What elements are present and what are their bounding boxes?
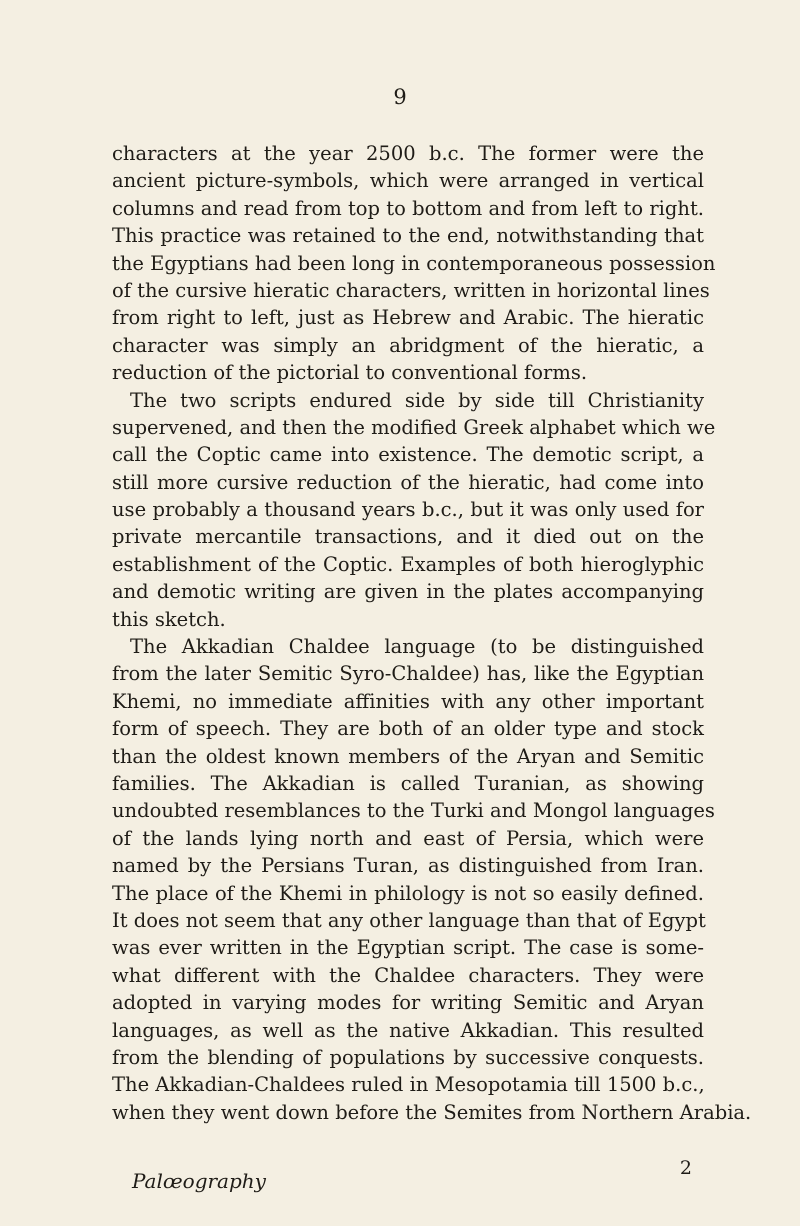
text-line: from the blending of populations by successive conquests. [112,1045,704,1069]
text-line: what different with the Chaldee characters. They were [112,963,704,987]
text-line: It does not seem that any other language than that of Egypt [112,908,706,932]
paragraph-start-line: The two scripts endured side by side till Christianity [130,388,704,412]
text-line: named by the Persians Turan, as distinguished from Iran. [112,854,704,878]
text-line: of the cursive hieratic characters, written in horizontal lines [112,278,710,302]
text-line: supervened, and then the modified Greek alphabet which we [112,415,716,439]
text-line: The Akkadian-Chaldees ruled in Mesopotamia till 1500 b.c., [112,1073,705,1097]
sheet-number: 2 [679,1157,692,1179]
signature-mark: Palœography [132,1169,266,1193]
text-line: private mercantile transactions, and it died out on the [112,525,704,549]
text-line: and demotic writing are given in the plates accompanying [112,580,704,604]
text-line: call the Coptic came into existence. The demotic script, a [112,443,704,467]
text-line: establishment of the Coptic. Examples of both hieroglyphic [112,552,704,576]
text-line: from the later Semitic Syro-Chaldee) has, like the Egyptian [112,662,704,686]
text-line: adopted in varying modes for writing Semitic and Aryan [112,991,704,1015]
text-line: This practice was retained to the end, notwithstanding that [112,224,704,248]
body-text [112,140,752,1126]
text-line: was ever written in the Egyptian script. The case is some- [112,936,704,960]
text-line: undoubted resemblances to the Turki and Mongol languages [112,799,715,823]
text-line: the Egyptians had been long in contemporaneous possession [112,251,716,275]
text-line: reduction of the pictorial to conventional forms. [112,361,588,385]
paragraph-start-line: The Akkadian Chaldee language (to be distinguished [130,635,704,659]
text-line: when they went down before the Semites from Northern Arabia. [112,1100,752,1124]
text-line: character was simply an abridgment of the hieratic, a [112,333,704,357]
text-line: than the oldest known members of the Aryan and Semitic [112,744,704,768]
text-line: languages, as well as the native Akkadian. This resulted [112,1018,704,1042]
text-line: use probably a thousand years b.c., but it was only used for [112,498,704,522]
text-line: families. The Akkadian is called Turanian, as showing [112,771,704,795]
text-line: from right to left, just as Hebrew and Arabic. The hieratic [112,306,704,330]
text-line: characters at the year 2500 b.c. The former were the [112,142,704,165]
text-line: still more cursive reduction of the hieratic, had come into [112,470,704,494]
text-line: of the lands lying north and east of Persia, which were [112,826,704,850]
text-line: ancient picture-symbols, which were arranged in vertical [112,169,704,193]
text-line: The place of the Khemi in philology is not so easily defined. [112,881,704,905]
page-footer [132,1157,692,1197]
text-line: Khemi, no immediate affinities with any other important [112,689,704,713]
text-line: form of speech. They are both of an older type and stock [112,717,704,741]
text-line: columns and read from top to bottom and from left to right. [112,196,704,220]
page-number: 9 [393,85,407,109]
text-line: this sketch. [112,607,226,631]
